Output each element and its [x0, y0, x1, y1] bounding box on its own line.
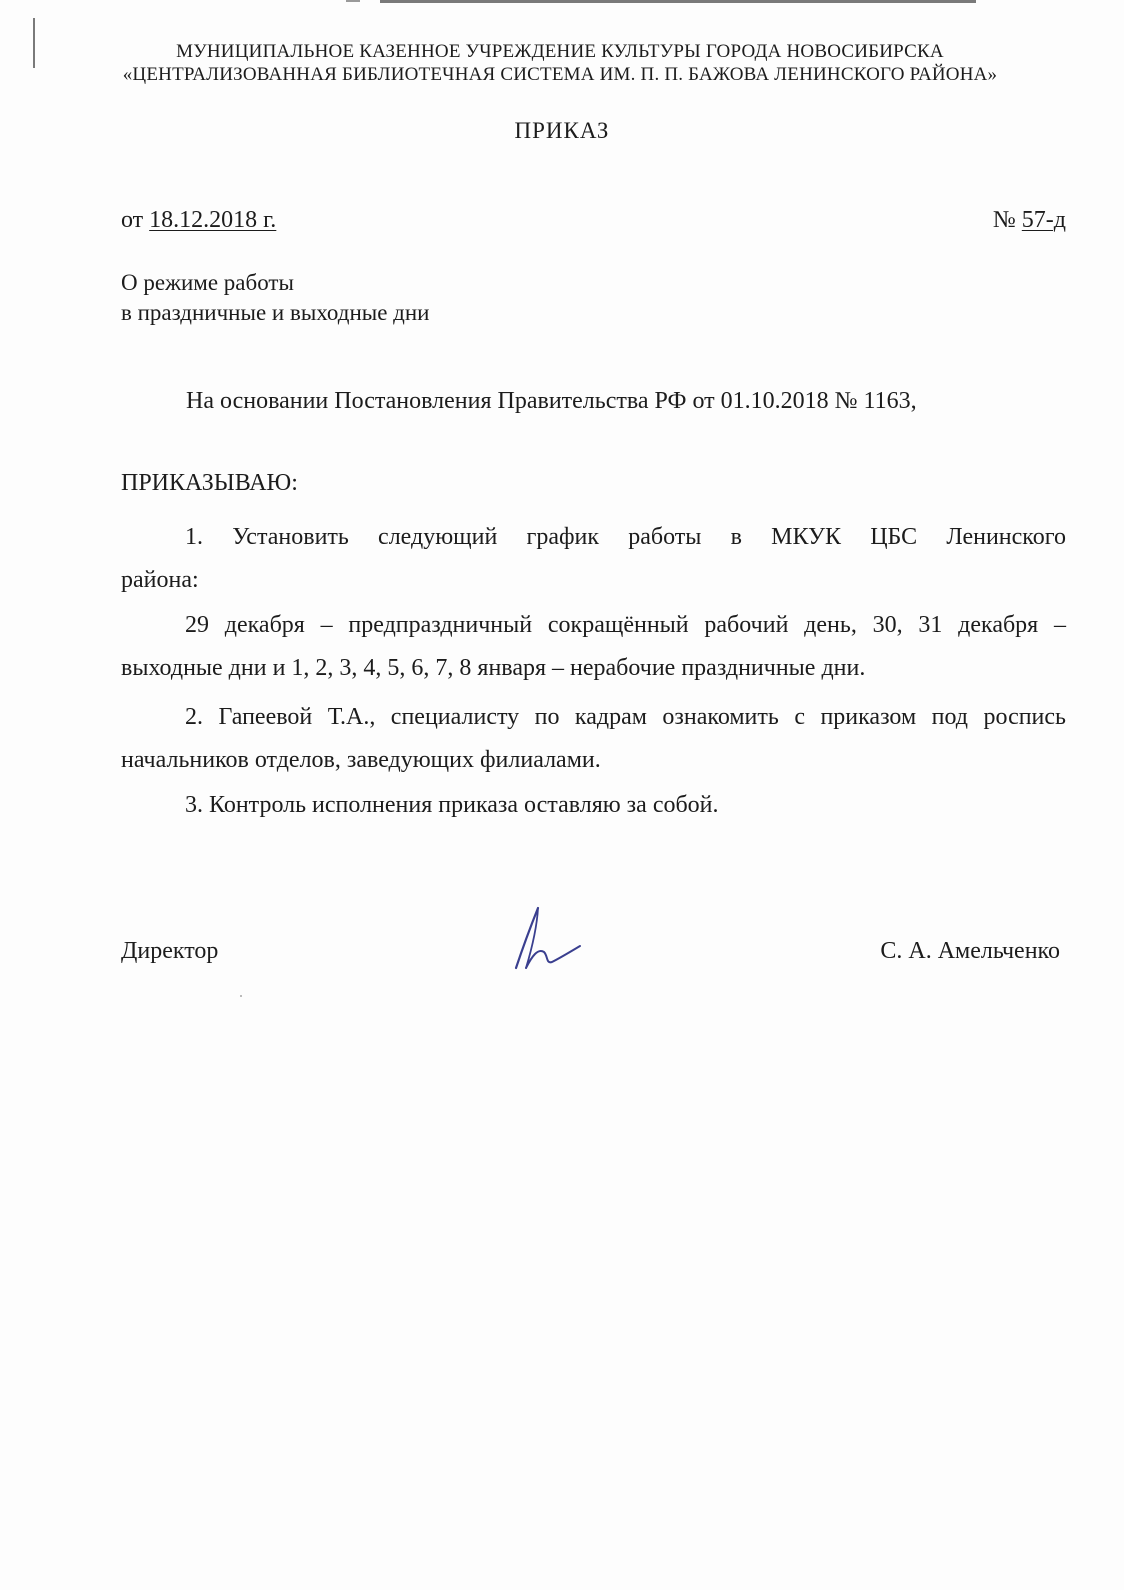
legal-basis: На основании Постановления Правительства РФ от 01.10.2018 № 1163, [186, 388, 917, 414]
organization-name-line-2: «ЦЕНТРАЛИЗОВАННАЯ БИБЛИОТЕЧНАЯ СИСТЕМА ИМ. П. П. БАЖОВА ЛЕНИНСКОГО РАЙОНА» [122, 64, 998, 85]
scan-edge-mark [33, 18, 35, 68]
order-item-1: 1. Установить следующий график работы в МКУК ЦБС Ленинского района: [121, 524, 1066, 593]
order-date [121, 207, 276, 234]
document-title: ПРИКАЗ [514, 118, 610, 143]
scan-edge-mark [346, 0, 360, 2]
order-number [993, 207, 1066, 234]
order-number-value: 57-д [1021, 207, 1066, 233]
order-date-value: 18.12.2018 г. [149, 207, 277, 233]
signatory-role: Директор [121, 938, 219, 964]
order-date-prefix: от [121, 207, 150, 233]
signatory-name: С. А. Амельченко [880, 938, 1060, 964]
scan-edge-mark [380, 0, 976, 3]
order-subject-line-2: в праздничные и выходные дни [121, 300, 430, 325]
order-subject-line-1: О режиме работы [121, 270, 294, 295]
order-item-2: 2. Гапеевой Т.А., специалисту по кадрам ознакомить с приказом под роспись начальников отделов, заведующих филиалами. [121, 704, 1066, 773]
order-item-1-schedule: 29 декабря – предпраздничный сокращённый рабочий день, 30, 31 декабря – выходные дни и 1, 2, 3, 4, 5, 6, 7, 8 января – нерабочие праздничные дни. [121, 612, 1066, 681]
order-number-prefix: № [992, 207, 1022, 233]
order-keyword: ПРИКАЗЫВАЮ: [121, 470, 298, 496]
organization-name-line-1: МУНИЦИПАЛЬНОЕ КАЗЕННОЕ УЧРЕЖДЕНИЕ КУЛЬТУРЫ ГОРОДА НОВОСИБИРСКА [176, 41, 944, 62]
scan-speck [240, 995, 242, 997]
handwritten-signature [508, 902, 586, 978]
order-subject [121, 268, 429, 328]
order-item-3: 3. Контроль исполнения приказа оставляю за собой. [185, 792, 719, 818]
